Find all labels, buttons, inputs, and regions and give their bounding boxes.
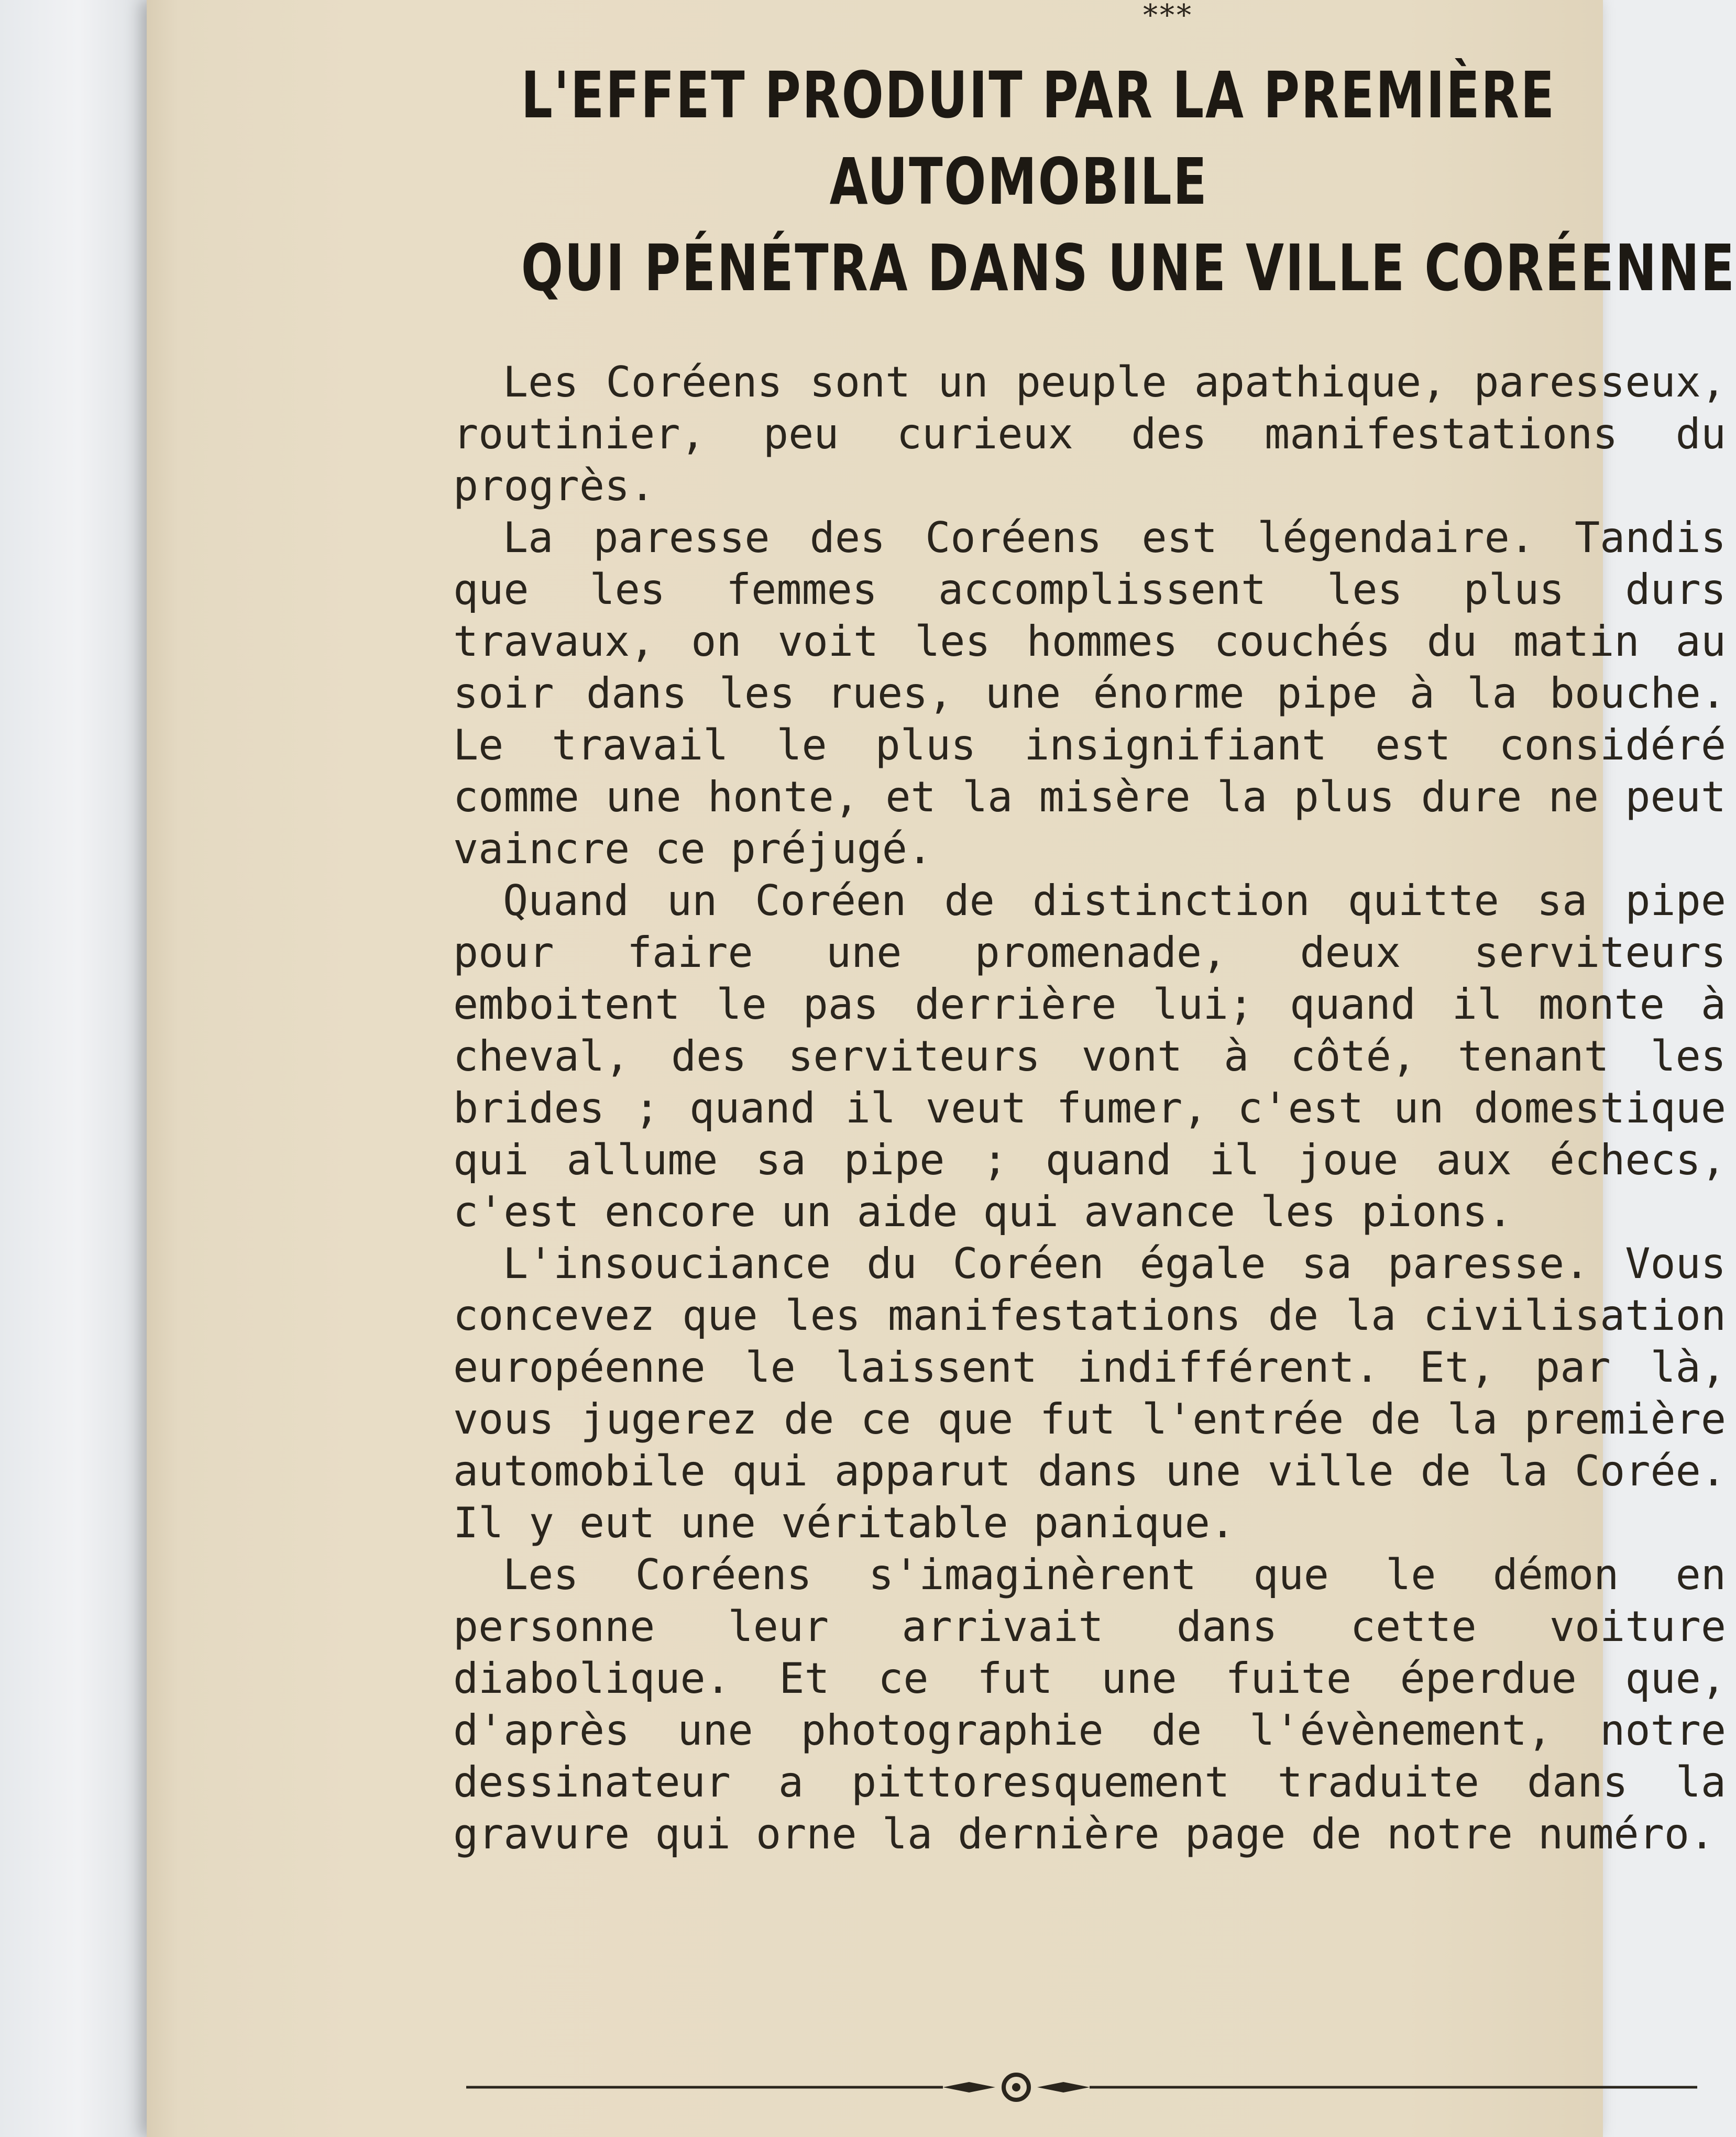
article-body: [453, 356, 1726, 1860]
article-title: [521, 52, 1736, 312]
paragraph: La paresse des Coréens est légendaire. Tandis que les femmes accomplissent les plus durs travaux, on voit les hommes couchés du matin au soir dans les rues, une énorme pipe à la bouche. Le travail le plus insignifiant est considéré comme une honte, et la misère la plus dure ne peut vaincre ce préjugé.: [453, 513, 1726, 873]
paragraph: Les Coréens s'imaginèrent que le démon en personne leur arrivait dans cette voiture diabolique. Et ce fut une fuite éperdue que, d'après une photographie de l'évènement, notre dessinateur a pittoresquement traduite dans la gravure qui orne la dernière page de notre numéro.: [453, 1550, 1726, 1858]
asterism-ornament: ***: [1143, 0, 1193, 32]
title-line: QUI PÉNÉTRA DANS UNE VILLE CORÉENNE: [521, 231, 1736, 305]
title-line: L'EFFET PRODUIT PAR LA PREMIÈRE: [521, 58, 1556, 133]
paragraph: Les Coréens sont un peuple apathique, paresseux, routinier, peu curieux des manifestations du progrès.: [453, 358, 1726, 510]
end-ornament-rule: [466, 2072, 1697, 2103]
newspaper-page: [147, 0, 1736, 2137]
paragraph: Quand un Coréen de distinction quitte sa pipe pour faire une promenade, deux serviteurs emboitent le pas derrière lui; quand il monte à cheval, des serviteurs vont à côté, tenant les brides ; quand il veut fumer, c'est un domestique qui allume sa pipe ; quand il joue aux échecs, c'est encore un aide qui avance les pions.: [453, 876, 1726, 1236]
paragraph: L'insouciance du Coréen égale sa paresse. Vous concevez que les manifestations de la civilisation européenne le laissent indifférent. Et, par là, vous jugerez de ce que fut l'entrée de la première automobile qui apparut dans une ville de la Corée. Il y eut une véritable panique.: [453, 1239, 1726, 1547]
title-line: AUTOMOBILE: [829, 145, 1208, 219]
